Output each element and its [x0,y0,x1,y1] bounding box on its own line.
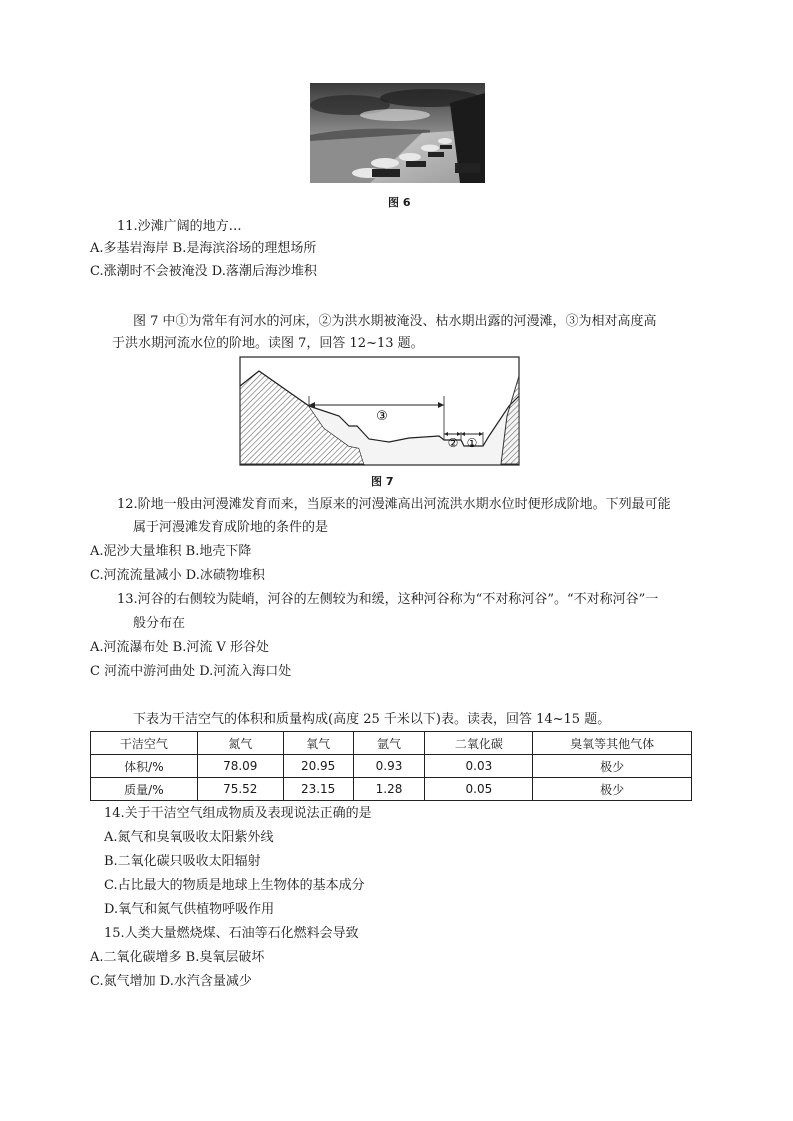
q14-option-a: A.氮气和臭氧吸收太阳紫外线 [104,830,274,845]
q13-options-cd: C 河流中游河曲处 D.河流入海口处 [90,664,292,679]
table-cell: 极少 [533,755,692,778]
table-cell: 1.28 [353,778,425,801]
q15-options-ab: A.二氧化碳增多 B.臭氧层破坏 [90,950,265,965]
q12-stem-line2: 属于河漫滩发育成阶地的条件的是 [133,520,329,535]
q13-stem-line1: 13.河谷的右侧较为陡峭，河谷的左侧较为和缓，这种河谷称为“不对称河谷”。“不对称河谷”一 [117,592,659,607]
label-riverbed: ① [466,436,478,450]
table-row [91,755,692,778]
q13-options-ab: A.河流瀑布处 B.河流 V 形谷处 [90,640,269,655]
table-header-cell: 氮气 [197,732,283,755]
table-cell: 质量/% [91,778,198,801]
q14-option-d: D.氧气和氮气供植物呼吸作用 [104,902,275,917]
q14-option-c: C.占比最大的物质是地球上生物体的基本成分 [104,878,365,893]
beach-photo [310,83,485,183]
q13-stem-line2: 般分布在 [133,616,186,631]
table-header-cell: 氧气 [283,732,353,755]
q11-options-ab: A.多基岩海岸 B.是海滨浴场的理想场所 [90,241,317,256]
q15-stem: 15.人类大量燃烧煤、石油等石化燃料会导致 [104,926,359,941]
q14-stem: 14.关于干洁空气组成物质及表现说法正确的是 [104,806,372,821]
table-cell: 20.95 [283,755,353,778]
q11-options-cd: C.涨潮时不会被淹没 D.落潮后海沙堆积 [90,264,317,279]
table-row [91,778,692,801]
q14-option-b: B.二氧化碳只吸收太阳辐射 [104,854,261,869]
table-cell: 75.52 [197,778,283,801]
table-cell: 极少 [533,778,692,801]
figure7-caption: 图 7 [371,475,394,488]
table-cell: 23.15 [283,778,353,801]
table-header-cell: 干洁空气 [91,732,198,755]
table-cell: 0.03 [425,755,533,778]
table-cell: 0.93 [353,755,425,778]
q15-options-cd: C.氮气增加 D.水汽含量减少 [90,974,252,989]
label-terrace: ③ [376,409,388,424]
table-header-cell: 臭氧等其他气体 [533,732,692,755]
q12-options-cd: C.河流流量减小 D.冰碛物堆积 [90,568,265,583]
table-header-cell: 二氧化碳 [425,732,533,755]
figure7-intro-line1: 图 7 中①为常年有河水的河床，②为洪水期被淹没、枯水期出露的河漫滩，③为相对高度高 [133,314,657,329]
table-intro: 下表为干洁空气的体积和质量构成(高度 25 千米以下)表。读表，回答 14~15 题。 [133,712,611,727]
air-composition-table [90,731,692,801]
table-header-cell: 氩气 [353,732,425,755]
table-cell: 0.05 [425,778,533,801]
figure6-caption: 图 6 [388,196,411,209]
q11-stem: 11.沙滩广阔的地方… [117,219,242,234]
figure7-intro-line2: 于洪水期河流水位的阶地。读图 7，回答 12~13 题。 [112,336,424,351]
table-cell: 78.09 [197,755,283,778]
river-terrace-diagram [239,356,520,466]
q12-options-ab: A.泥沙大量堆积 B.地壳下降 [90,544,252,559]
q12-stem-line1: 12.阶地一般由河漫滩发育而来，当原来的河漫滩高出河流洪水期水位时便形成阶地。下列最可能 [117,497,671,512]
label-floodplain: ② [447,436,459,450]
table-header-row [91,732,692,755]
table-cell: 体积/% [91,755,198,778]
